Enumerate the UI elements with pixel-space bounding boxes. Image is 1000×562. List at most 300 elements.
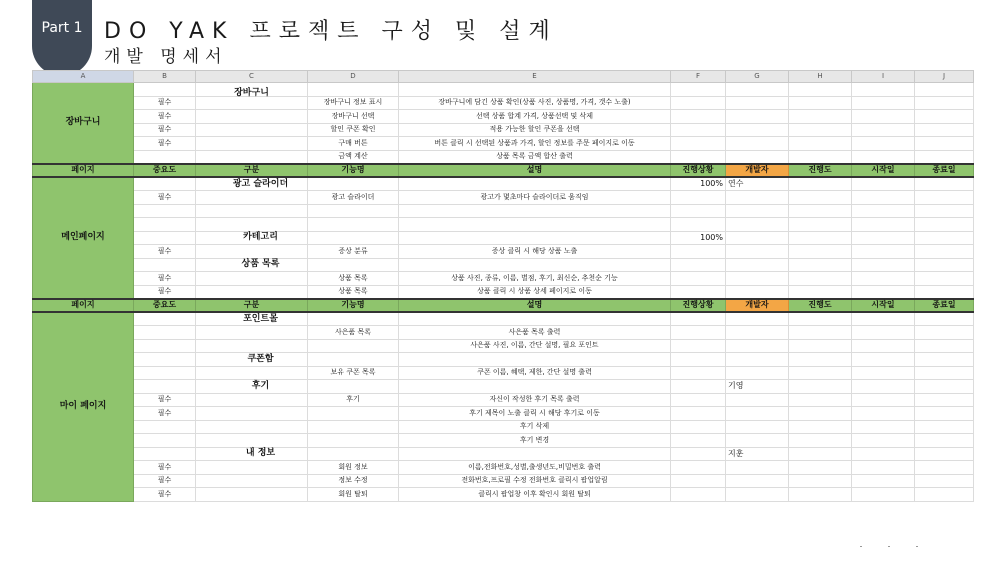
grid-cell: [915, 339, 974, 353]
importance-cell: 필수: [134, 285, 196, 299]
progress-cell: [671, 191, 726, 205]
description-cell: 사은품 사진, 이름, 간단 설명, 필요 포인트: [399, 339, 671, 353]
grid-cell: [915, 231, 974, 245]
developer-cell: [726, 312, 789, 326]
page-dots: [858, 546, 928, 552]
grid-cell: [915, 245, 974, 259]
table-row: [33, 380, 974, 394]
grid-cell: [915, 96, 974, 110]
progress-cell: [671, 474, 726, 488]
category-cell: [196, 339, 308, 353]
progress-cell: [671, 218, 726, 232]
function-cell: [308, 380, 399, 394]
column-letter[interactable]: H: [789, 71, 852, 83]
grid-cell: [915, 150, 974, 164]
table-row: [33, 326, 974, 340]
developer-cell: [726, 393, 789, 407]
grid-cell: [726, 110, 789, 124]
header-cell: 시작일: [852, 299, 915, 313]
column-letter[interactable]: B: [134, 71, 196, 83]
grid-cell: [915, 258, 974, 272]
grid-cell: [915, 380, 974, 394]
grid-cell: [789, 366, 852, 380]
grid-cell: [789, 123, 852, 137]
grid-cell: [789, 434, 852, 448]
header-cell: 진행도: [789, 164, 852, 178]
grid-cell: [915, 272, 974, 286]
page-subtitle: 개발 명세서: [104, 47, 228, 67]
function-cell: 구매 버튼: [308, 137, 399, 151]
table-header-row: [33, 299, 974, 313]
grid-cell: [852, 272, 915, 286]
header-cell: 중요도: [134, 164, 196, 178]
grid-cell: [789, 204, 852, 218]
description-cell: 버튼 클릭 시 선택된 상품과 가격, 할인 정보를 주문 페이지로 이동: [399, 137, 671, 151]
importance-cell: 필수: [134, 191, 196, 205]
developer-cell: [726, 488, 789, 502]
grid-cell: [915, 326, 974, 340]
grid-cell: [789, 83, 852, 97]
grid-cell: [915, 447, 974, 461]
category-cell: [196, 204, 308, 218]
grid-cell: [789, 272, 852, 286]
function-cell: 정보 수정: [308, 474, 399, 488]
importance-cell: 필수: [134, 461, 196, 475]
description-cell: 쿠폰 이름, 혜택, 제한, 간단 설명 출력: [399, 366, 671, 380]
grid-cell: [915, 177, 974, 191]
grid-cell: [671, 96, 726, 110]
developer-cell: [726, 326, 789, 340]
category-cell: [196, 218, 308, 232]
table-row: [33, 204, 974, 218]
grid-cell: [852, 231, 915, 245]
importance-cell: [134, 218, 196, 232]
grid-cell: [789, 231, 852, 245]
grid-cell: [852, 285, 915, 299]
category-cell: [196, 150, 308, 164]
column-letter[interactable]: I: [852, 71, 915, 83]
header-cell: 종료일: [915, 299, 974, 313]
grid-cell: [789, 177, 852, 191]
table-row: [33, 407, 974, 421]
table-row: [33, 83, 974, 97]
grid-cell: [726, 123, 789, 137]
importance-cell: [134, 312, 196, 326]
grid-cell: [671, 150, 726, 164]
category-cell: 카테고리: [196, 231, 308, 245]
table-row: [33, 272, 974, 286]
developer-cell: [726, 191, 789, 205]
importance-cell: [134, 150, 196, 164]
progress-cell: [671, 258, 726, 272]
grid-cell: [789, 218, 852, 232]
description-cell: 상품 목록 금액 합산 출력: [399, 150, 671, 164]
grid-cell: [852, 110, 915, 124]
grid-cell: [852, 447, 915, 461]
grid-cell: [852, 204, 915, 218]
developer-cell: [726, 272, 789, 286]
category-cell: [196, 393, 308, 407]
grid-cell: [852, 434, 915, 448]
description-cell: 상품 클릭 시 상품 상세 페이지로 이동: [399, 285, 671, 299]
column-letter[interactable]: A: [33, 71, 134, 83]
description-cell: [399, 231, 671, 245]
header-cell: 기능명: [308, 299, 399, 313]
table-row: [33, 393, 974, 407]
grid-cell: [789, 353, 852, 367]
grid-cell: [852, 326, 915, 340]
grid-cell: [789, 245, 852, 259]
progress-cell: [671, 353, 726, 367]
importance-cell: [134, 447, 196, 461]
category-cell: 광고 슬라이더: [196, 177, 308, 191]
progress-cell: [671, 461, 726, 475]
grid-cell: [852, 420, 915, 434]
developer-cell: [726, 420, 789, 434]
header-cell: 설명: [399, 299, 671, 313]
header-cell: 개발자: [726, 164, 789, 178]
grid-cell: [915, 393, 974, 407]
progress-cell: [671, 285, 726, 299]
grid-cell: [915, 137, 974, 151]
grid-cell: [726, 150, 789, 164]
header-cell: 개발자: [726, 299, 789, 313]
page-cell: 메인페이지: [33, 177, 134, 299]
header-cell: 시작일: [852, 164, 915, 178]
category-cell: 내 정보: [196, 447, 308, 461]
importance-cell: [134, 258, 196, 272]
grid-cell: [852, 461, 915, 475]
category-cell: [196, 488, 308, 502]
progress-cell: 100%: [671, 231, 726, 245]
grid-cell: [789, 380, 852, 394]
table-row: [33, 353, 974, 367]
grid-cell: [915, 434, 974, 448]
developer-cell: [726, 218, 789, 232]
description-cell: [399, 312, 671, 326]
function-cell: 장바구니 선택: [308, 110, 399, 124]
description-cell: [399, 177, 671, 191]
spec-table: [32, 70, 974, 502]
category-cell: [196, 272, 308, 286]
category-cell: [196, 326, 308, 340]
progress-cell: [671, 380, 726, 394]
progress-cell: [671, 245, 726, 259]
header-cell: 페이지: [33, 164, 134, 178]
importance-cell: 필수: [134, 123, 196, 137]
function-cell: 사은품 목록: [308, 326, 399, 340]
description-cell: 장바구니에 담긴 상품 확인(상품 사진, 상품명, 가격, 갯수 노출): [399, 96, 671, 110]
progress-cell: [671, 339, 726, 353]
grid-cell: [852, 177, 915, 191]
column-letter[interactable]: G: [726, 71, 789, 83]
developer-cell: [726, 407, 789, 421]
category-cell: 장바구니: [196, 83, 308, 97]
grid-cell: [789, 420, 852, 434]
category-cell: 상품 목록: [196, 258, 308, 272]
category-cell: [196, 461, 308, 475]
grid-cell: [308, 83, 399, 97]
progress-cell: [671, 420, 726, 434]
function-cell: [308, 353, 399, 367]
grid-cell: [852, 488, 915, 502]
grid-cell: [852, 312, 915, 326]
table-row: [33, 150, 974, 164]
grid-cell: [915, 285, 974, 299]
table-row: [33, 137, 974, 151]
grid-cell: [915, 353, 974, 367]
grid-cell: [915, 407, 974, 421]
grid-cell: [852, 474, 915, 488]
importance-cell: [134, 366, 196, 380]
grid-cell: [852, 407, 915, 421]
grid-cell: [852, 191, 915, 205]
table-row: [33, 123, 974, 137]
grid-cell: [726, 83, 789, 97]
description-cell: 후기 제목이 노출 클릭 시 해당 후기로 이동: [399, 407, 671, 421]
developer-cell: [726, 245, 789, 259]
progress-cell: 100%: [671, 177, 726, 191]
developer-cell: [726, 434, 789, 448]
grid-cell: [852, 258, 915, 272]
grid-cell: [789, 447, 852, 461]
table-row: [33, 366, 974, 380]
importance-cell: [134, 204, 196, 218]
description-cell: [399, 218, 671, 232]
grid-cell: [852, 339, 915, 353]
grid-cell: [726, 96, 789, 110]
function-cell: 증상 분류: [308, 245, 399, 259]
developer-cell: [726, 353, 789, 367]
table-row: [33, 177, 974, 191]
header-cell: 구분: [196, 299, 308, 313]
function-cell: 할인 쿠폰 확인: [308, 123, 399, 137]
developer-cell: 지훈: [726, 447, 789, 461]
table-header-row: [33, 164, 974, 178]
category-cell: [196, 434, 308, 448]
category-cell: [196, 96, 308, 110]
grid-cell: [789, 339, 852, 353]
developer-cell: [726, 258, 789, 272]
header-cell: 진행상황: [671, 164, 726, 178]
importance-cell: [134, 326, 196, 340]
grid-cell: [789, 461, 852, 475]
progress-cell: [671, 312, 726, 326]
grid-cell: [915, 312, 974, 326]
importance-cell: 필수: [134, 272, 196, 286]
category-cell: [196, 137, 308, 151]
importance-cell: 필수: [134, 96, 196, 110]
function-cell: [308, 339, 399, 353]
table-row: [33, 434, 974, 448]
table-row: [33, 110, 974, 124]
description-cell: 광고가 몇초마다 슬라이더로 움직임: [399, 191, 671, 205]
grid-cell: [915, 488, 974, 502]
page-cell: 마이 페이지: [33, 312, 134, 501]
developer-cell: [726, 231, 789, 245]
category-cell: 후기: [196, 380, 308, 394]
grid-cell: [852, 96, 915, 110]
function-cell: 후기: [308, 393, 399, 407]
progress-cell: [671, 488, 726, 502]
category-cell: 포인트몰: [196, 312, 308, 326]
function-cell: [308, 312, 399, 326]
description-cell: [399, 353, 671, 367]
category-cell: [196, 407, 308, 421]
description-cell: 자신이 작성한 후기 목록 출력: [399, 393, 671, 407]
grid-cell: [671, 137, 726, 151]
grid-cell: [789, 150, 852, 164]
grid-cell: [789, 474, 852, 488]
description-cell: [399, 447, 671, 461]
part-tab: [32, 0, 92, 76]
description-cell: 적용 가능한 할인 쿠폰을 선택: [399, 123, 671, 137]
grid-cell: [789, 191, 852, 205]
column-letter[interactable]: D: [308, 71, 399, 83]
grid-cell: [915, 191, 974, 205]
developer-cell: [726, 339, 789, 353]
header-cell: 기능명: [308, 164, 399, 178]
description-cell: [399, 380, 671, 394]
grid-cell: [671, 123, 726, 137]
progress-cell: [671, 204, 726, 218]
importance-cell: [134, 353, 196, 367]
grid-cell: [852, 123, 915, 137]
grid-cell: [399, 83, 671, 97]
grid-cell: [789, 393, 852, 407]
importance-cell: 필수: [134, 474, 196, 488]
importance-cell: 필수: [134, 110, 196, 124]
developer-cell: [726, 285, 789, 299]
grid-cell: [852, 218, 915, 232]
grid-cell: [852, 366, 915, 380]
grid-cell: [852, 393, 915, 407]
progress-cell: [671, 272, 726, 286]
grid-cell: [915, 123, 974, 137]
grid-cell: [915, 83, 974, 97]
grid-cell: [852, 380, 915, 394]
header-cell: 설명: [399, 164, 671, 178]
grid-cell: [915, 366, 974, 380]
spreadsheet[interactable]: [32, 70, 973, 498]
table-row: [33, 447, 974, 461]
progress-cell: [671, 393, 726, 407]
grid-cell: [789, 326, 852, 340]
function-cell: [308, 407, 399, 421]
progress-cell: [671, 326, 726, 340]
column-letter[interactable]: F: [671, 71, 726, 83]
table-row: [33, 285, 974, 299]
category-cell: [196, 285, 308, 299]
description-cell: [399, 258, 671, 272]
table-row: [33, 231, 974, 245]
grid-cell: [789, 137, 852, 151]
progress-cell: [671, 447, 726, 461]
part-label: Part 1: [41, 20, 83, 36]
table-row: [33, 312, 974, 326]
grid-cell: [852, 83, 915, 97]
importance-cell: [134, 177, 196, 191]
progress-cell: [671, 434, 726, 448]
importance-cell: [134, 420, 196, 434]
table-row: [33, 461, 974, 475]
table-row: [33, 420, 974, 434]
grid-cell: [789, 96, 852, 110]
function-cell: 상품 목록: [308, 285, 399, 299]
grid-cell: [915, 204, 974, 218]
grid-cell: [915, 110, 974, 124]
function-cell: [308, 434, 399, 448]
header-cell: 종료일: [915, 164, 974, 178]
function-cell: 회원 탈퇴: [308, 488, 399, 502]
developer-cell: [726, 366, 789, 380]
category-cell: [196, 191, 308, 205]
table-row: [33, 218, 974, 232]
grid-cell: [852, 150, 915, 164]
table-row: [33, 474, 974, 488]
page-title: DO YAK 프로젝트 구성 및 설계: [104, 19, 558, 44]
function-cell: 보유 쿠폰 목록: [308, 366, 399, 380]
column-letter[interactable]: C: [196, 71, 308, 83]
table-row: [33, 96, 974, 110]
function-cell: 금액 계산: [308, 150, 399, 164]
importance-cell: [134, 339, 196, 353]
grid-cell: [789, 285, 852, 299]
developer-cell: [726, 474, 789, 488]
description-cell: 증상 클릭 시 해당 상품 노출: [399, 245, 671, 259]
importance-cell: 필수: [134, 245, 196, 259]
grid-cell: [726, 137, 789, 151]
category-cell: [196, 110, 308, 124]
description-cell: 선택 상품 합계 가격, 상품선택 및 삭제: [399, 110, 671, 124]
function-cell: [308, 204, 399, 218]
header-cell: 진행도: [789, 299, 852, 313]
table-row: [33, 339, 974, 353]
grid-cell: [852, 353, 915, 367]
developer-cell: [726, 461, 789, 475]
column-letter[interactable]: J: [915, 71, 974, 83]
page-cell: 장바구니: [33, 83, 134, 164]
importance-cell: 필수: [134, 137, 196, 151]
description-cell: 상품 사진, 종류, 이름, 별점, 후기, 최신순, 추천순 기능: [399, 272, 671, 286]
developer-cell: 연수: [726, 177, 789, 191]
function-cell: 회원 정보: [308, 461, 399, 475]
description-cell: 클릭시 팝업창 이후 확인시 회원 탈퇴: [399, 488, 671, 502]
developer-cell: 기영: [726, 380, 789, 394]
function-cell: [308, 420, 399, 434]
grid-cell: [671, 83, 726, 97]
column-letter[interactable]: E: [399, 71, 671, 83]
importance-cell: [134, 380, 196, 394]
function-cell: [308, 177, 399, 191]
function-cell: [308, 258, 399, 272]
importance-cell: [134, 83, 196, 97]
grid-cell: [789, 110, 852, 124]
header-cell: 중요도: [134, 299, 196, 313]
category-cell: [196, 474, 308, 488]
table-row: [33, 258, 974, 272]
header-cell: 진행상황: [671, 299, 726, 313]
description-cell: 후기 변경: [399, 434, 671, 448]
grid-cell: [789, 312, 852, 326]
table-row: [33, 245, 974, 259]
header-cell: 구분: [196, 164, 308, 178]
importance-cell: 필수: [134, 407, 196, 421]
progress-cell: [671, 407, 726, 421]
table-row: [33, 191, 974, 205]
category-cell: [196, 245, 308, 259]
function-cell: 광고 슬라이더: [308, 191, 399, 205]
